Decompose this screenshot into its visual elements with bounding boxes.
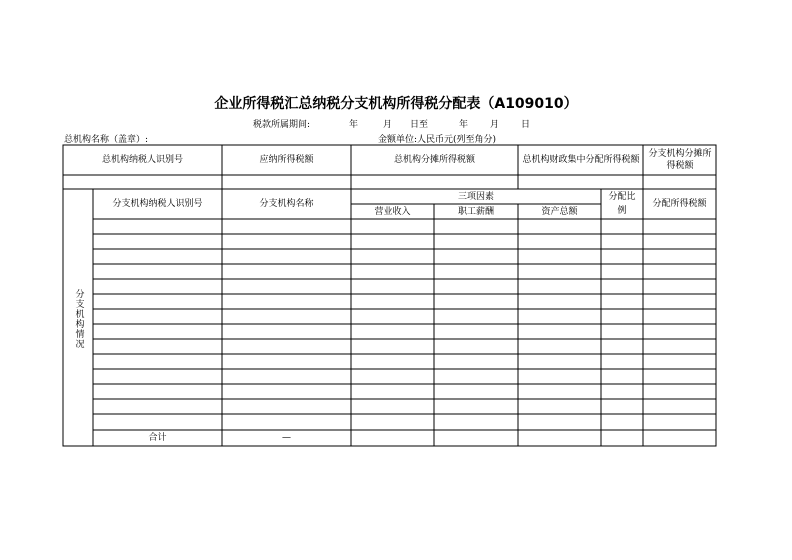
branch-section-label-cell xyxy=(64,192,94,445)
amount-unit: 金额单位:人民币元(列至角分) xyxy=(378,135,497,145)
fiscal-central-value[interactable] xyxy=(518,175,643,189)
period-end-year: 年 xyxy=(459,120,469,130)
period-end-month: 月 xyxy=(490,120,500,130)
period-start-year: 年 xyxy=(349,120,359,130)
revenue-header: 营业收入 xyxy=(374,206,411,217)
branch-allocated-value[interactable] xyxy=(643,175,716,189)
total-dash: — xyxy=(282,433,291,443)
tax-payable-value[interactable] xyxy=(222,175,351,189)
period-label: 税款所属期间: xyxy=(253,120,311,130)
tax-payable-header: 应纳所得税额 xyxy=(259,155,314,165)
period-start-day: 日至 xyxy=(410,120,429,130)
period-end-day: 日 xyxy=(521,120,531,130)
hq-allocated-value[interactable] xyxy=(351,175,518,189)
fiscal-central-header: 总机构财政集中分配所得税额 xyxy=(522,155,640,165)
branch-allocated-header: 分支机构分摊所得税额 xyxy=(648,149,712,171)
allocated-tax-header: 分配所得税额 xyxy=(652,199,707,209)
wages-header: 职工薪酬 xyxy=(457,206,494,217)
hq-name-label: 总机构名称（盖章）: xyxy=(64,135,149,145)
ratio-header: 分配比例 xyxy=(608,192,636,216)
period-start-month: 月 xyxy=(383,120,393,130)
form-title: 企业所得税汇总纳税分支机构所得税分配表（A109010） xyxy=(214,96,578,112)
three-factors-header: 三项因素 xyxy=(457,191,494,202)
hq-allocated-header: 总机构分摊所得税额 xyxy=(393,155,475,165)
branch-name-header: 分支机构名称 xyxy=(259,199,314,209)
total-label: 合计 xyxy=(148,433,167,443)
hq-taxpayer-id-header: 总机构纳税人识别号 xyxy=(101,155,183,165)
branch-taxpayer-id-header: 分支机构纳税人识别号 xyxy=(112,199,203,209)
assets-header: 资产总额 xyxy=(541,206,578,217)
branch-section-label: 分支机构情况 xyxy=(73,288,84,349)
hq-taxpayer-id-value[interactable] xyxy=(63,175,222,189)
